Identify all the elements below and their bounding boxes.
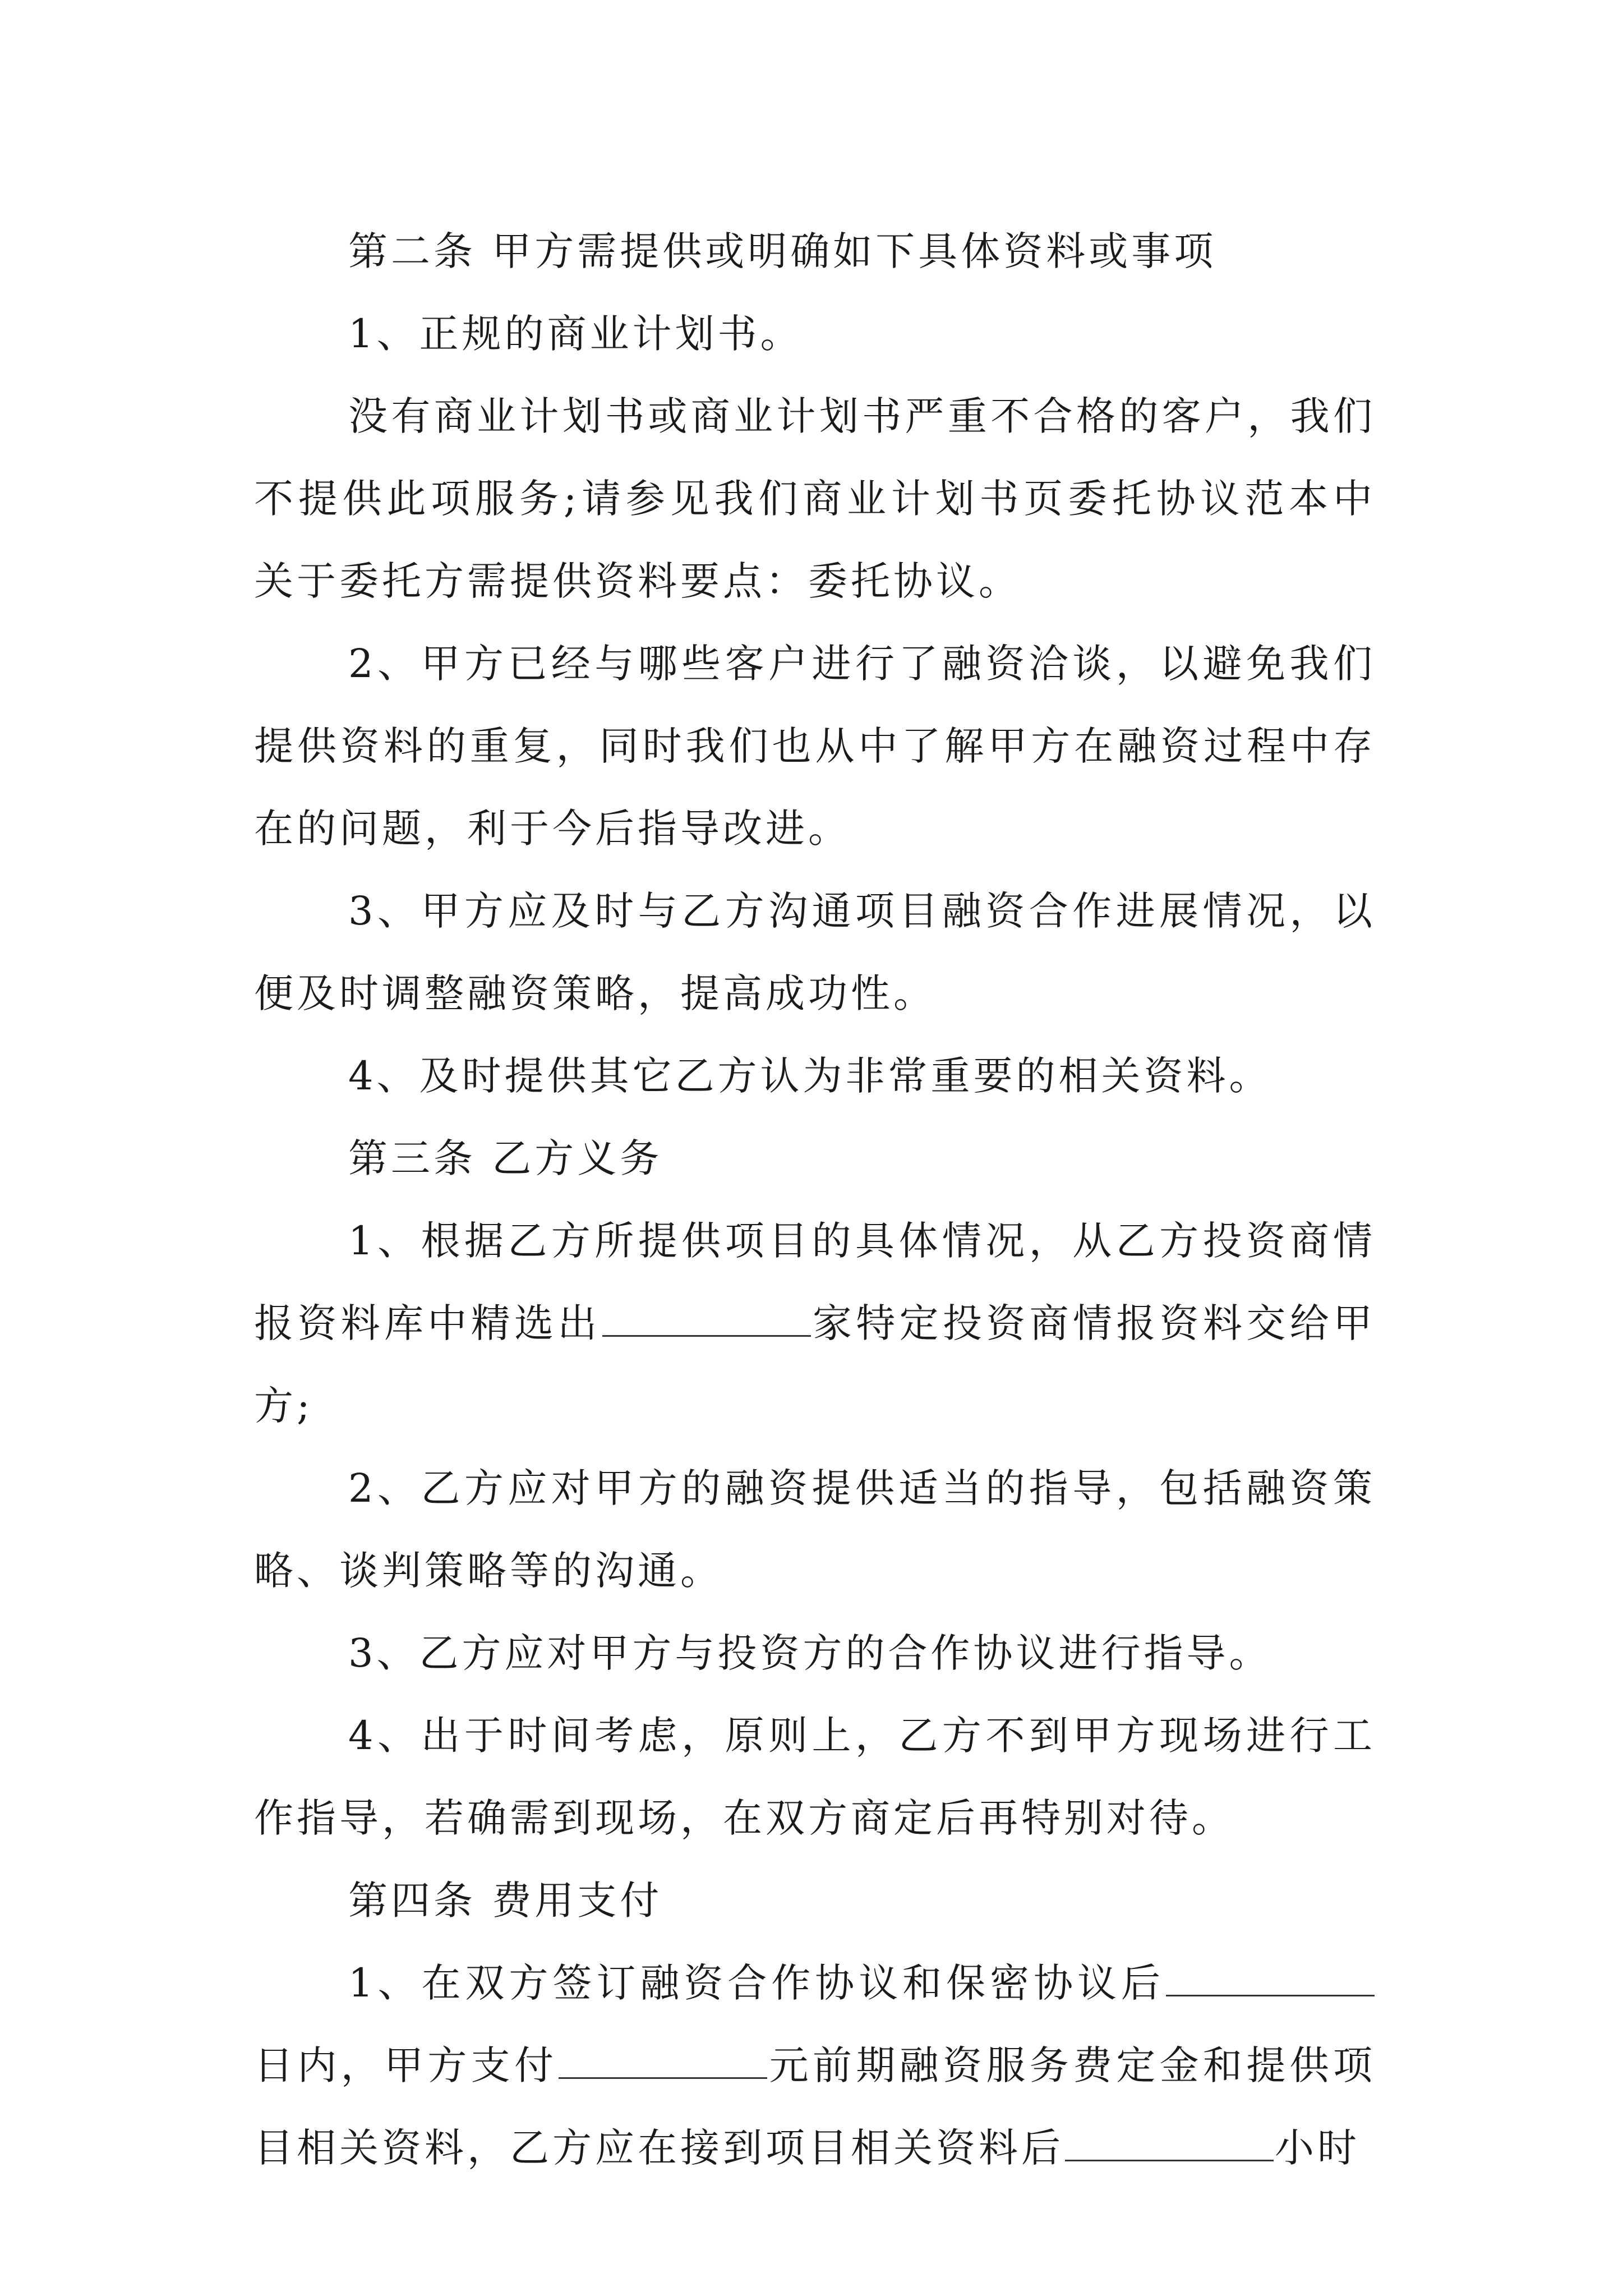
article-2-item-2: 2、甲方已经与哪些客户进行了融资洽谈，以避免我们提供资料的重复，同时我们也从中了解甲方在融资过程中存在的问题，利于今后指导改进。 xyxy=(254,641,1376,852)
article-2-item-4: 4、及时提供其它乙方认为非常重要的相关资料。 xyxy=(348,1053,1272,1099)
article-2-heading: 第二条 甲方需提供或明确如下具体资料或事项 xyxy=(348,228,1217,274)
fill-in-blank-investor-count xyxy=(602,1296,811,1337)
article-4-item-1-text-b: 日内，甲方支付 xyxy=(254,2042,558,2088)
article-4-heading: 第四条 费用支付 xyxy=(348,1878,663,1924)
fill-in-blank-amount xyxy=(559,2038,767,2079)
article-2-item-1-note: 没有商业计划书或商业计划书严重不合格的客户，我们不提供此项服务;请参见我们商业计划书页委托协议范本中关于委托方需提供资料要点：委托协议。 xyxy=(254,393,1376,604)
article-3-item-1-text-b: 家特定投资商情报资料交给甲方; xyxy=(254,1300,1376,1429)
article-3-heading: 第三条 乙方义务 xyxy=(348,1135,663,1181)
article-2-item-3: 3、甲方应及时与乙方沟通项目融资合作进展情况，以便及时调整融资策略，提高成功性。 xyxy=(254,888,1376,1016)
article-4-item-1-text-a: 1、在双方签订融资合作协议和保密协议后 xyxy=(348,1960,1165,2006)
document-body xyxy=(254,210,1376,2189)
fill-in-blank-hours xyxy=(1065,2120,1274,2161)
article-4-item-1 xyxy=(254,1942,1376,2189)
article-3-item-2: 2、乙方应对甲方的融资提供适当的指导，包括融资策略、谈判策略等的沟通。 xyxy=(254,1465,1376,1594)
article-3-item-3: 3、乙方应对甲方与投资方的合作协议进行指导。 xyxy=(348,1630,1272,1676)
article-3-item-1 xyxy=(254,1200,1376,1447)
article-3-item-4: 4、出于时间考虑，原则上，乙方不到甲方现场进行工作指导，若确需到现场，在双方商定后再特别对待。 xyxy=(254,1713,1376,1841)
article-3-item-1-text-a: 1、根据乙方所提供项目的具体情况，从乙方投资商情报资料库中精选出 xyxy=(254,1218,1376,1346)
fill-in-blank-days xyxy=(1166,1955,1375,1996)
article-4-item-1-text-c: 元前期融资服务费定金和提供项目相关资料，乙方应在接到项目相关资料后 xyxy=(254,2042,1376,2171)
article-2-item-1: 1、正规的商业计划书。 xyxy=(348,311,803,357)
article-4-item-1-text-d: 小时 xyxy=(1275,2125,1360,2171)
